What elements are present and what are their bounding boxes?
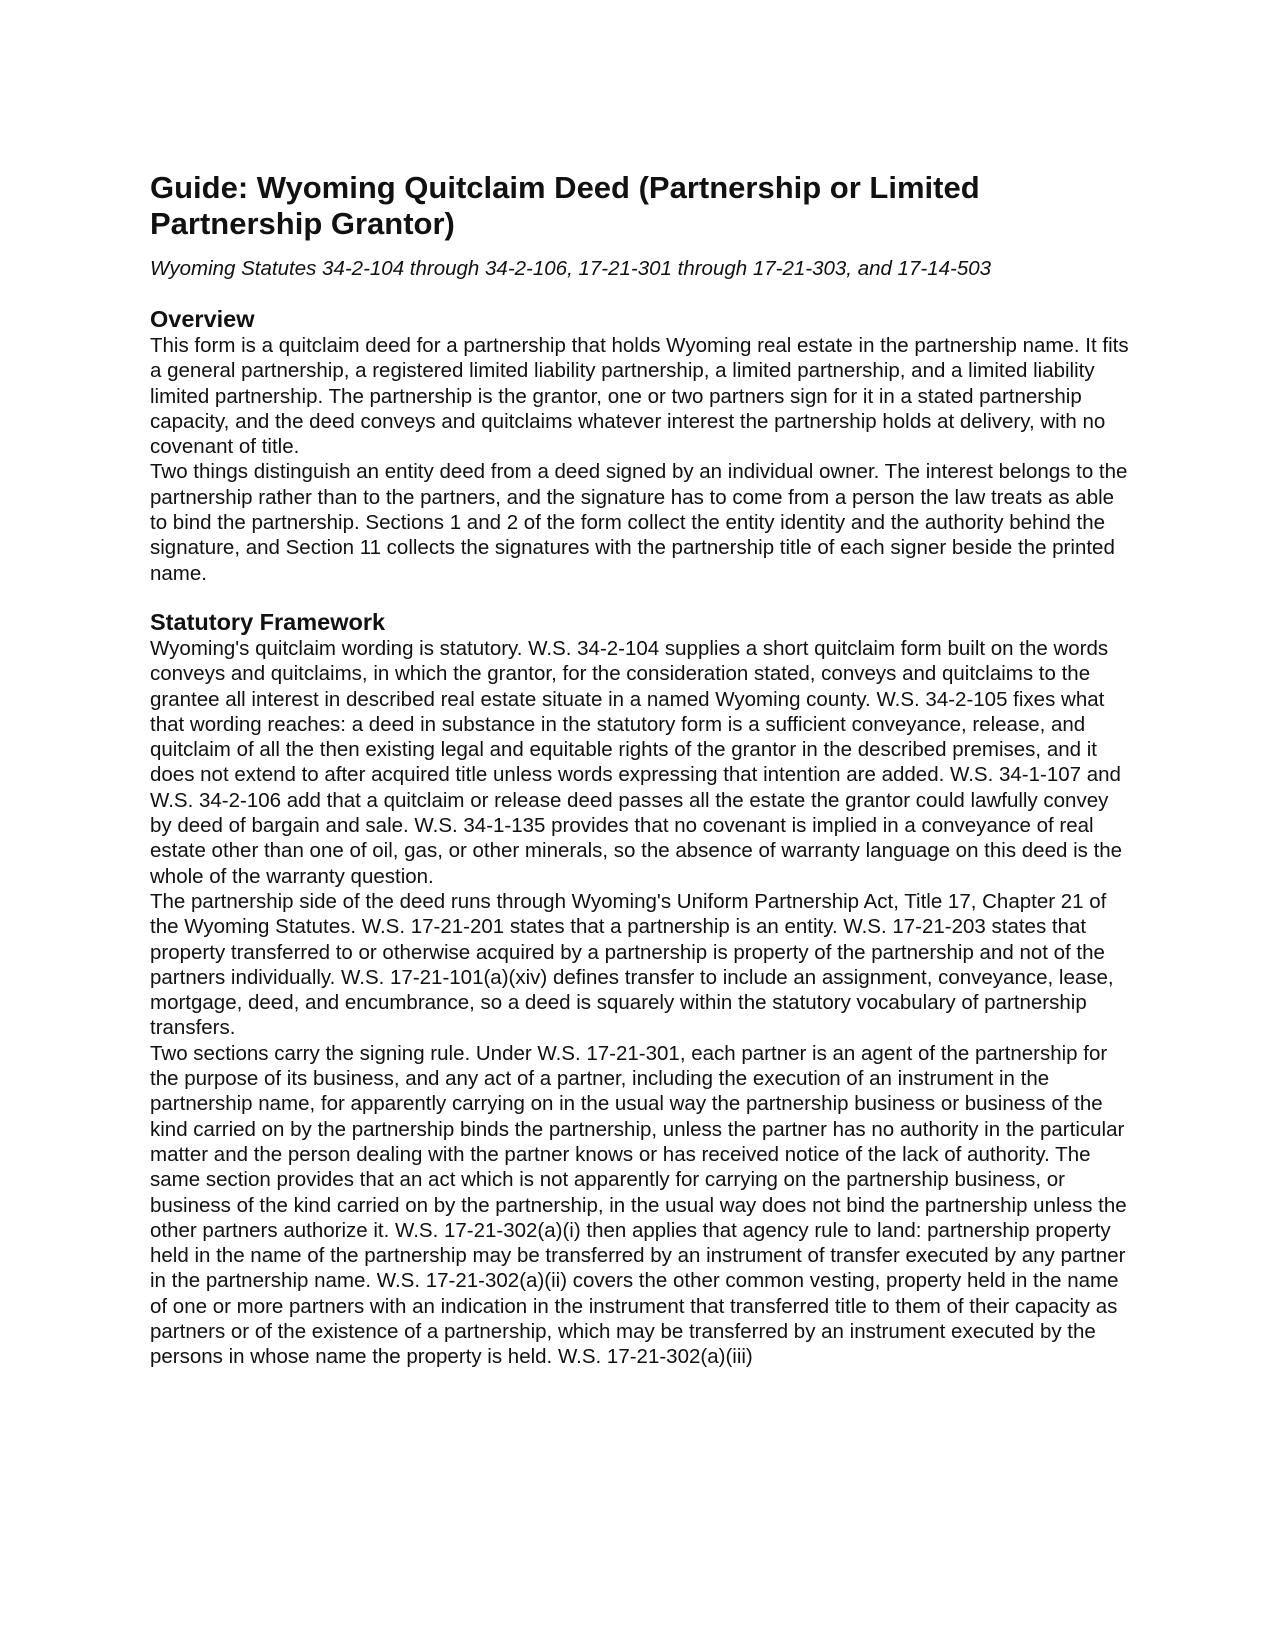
statutory-paragraph-3: Two sections carry the signing rule. Under W.S. 17-21-301, each partner is an agent of the partnership for the purpose of its business, and any act of a partner, including the execution of an instrument in the partnership name, for apparently carrying on in the usual way the partnership business or business of the kind carried on by the partnership binds the partnership, unless the partner has no authority in the particular matter and the person dealing with the partner knows or has received notice of the lack of authority. The same section provides that an act which is not apparently for carrying on the partnership business, or business of the kind carried on by the partnership, in the usual way does not bind the partnership unless the other partners authorize it. W.S. 17-21-302(a)(i) then applies that agency rule to land: partnership property held in the name of the partnership may be transferred by an instrument of transfer executed by any partner in the partnership name. W.S. 17-21-302(a)(ii) covers the other common vesting, property held in the name of one or more partners with an indication in the instrument that transferred title to them of their capacity as partners or of the existence of a partnership, which may be transferred by an instrument executed by the persons in whose name the property is held. W.S. 17-21-302(a)(iii) <box>150 1041 1127 1369</box>
overview-heading: Overview <box>150 306 255 332</box>
overview-paragraph-1: This form is a quitclaim deed for a partnership that holds Wyoming real estate in the partnership name. It fits a general partnership, a registered limited liability partnership, a limited partnership, and a limited liability limited partnership. The partnership is the grantor, one or two partners sign for it in a stated partnership capacity, and the deed conveys and quitclaims whatever interest the partnership holds at delivery, with no covenant of title. <box>150 334 1129 459</box>
statutory-paragraph-2: The partnership side of the deed runs through Wyoming's Uniform Partnership Act, Title 17, Chapter 21 of the Wyoming Statutes. W.S. 17-21-201 states that a partnership is an entity. W.S. 17-21-203 states that property transferred to or otherwise acquired by a partnership is property of the partnership and not of the partners individually. W.S. 17-21-101(a)(xiv) defines transfer to include an assignment, conveyance, lease, mortgage, deed, and encumbrance, so a deed is squarely within the statutory vocabulary of partnership transfers. <box>150 889 1114 1040</box>
document-title: Guide: Wyoming Quitclaim Deed (Partnership or Limited Partnership Grantor) <box>150 170 980 241</box>
overview-paragraph-2: Two things distinguish an entity deed from a deed signed by an individual owner. The interest belongs to the partnership rather than to the partners, and the signature has to come from a person the law treats as able to bind the partnership. Sections 1 and 2 of the form collect the entity identity and the authority behind the signature, and Section 11 collects the signatures with the partnership title of each signer beside the printed name. <box>150 460 1128 585</box>
statutory-framework-heading: Statutory Framework <box>150 608 386 635</box>
statute-citation-subtitle: Wyoming Statutes 34-2-104 through 34-2-106, 17-21-301 through 17-21-303, and 17-14-503 <box>150 257 992 280</box>
statutory-framework-section <box>150 608 1130 1370</box>
document-page <box>150 170 1130 1370</box>
statutory-paragraph-1: Wyoming's quitclaim wording is statutory. W.S. 34-2-104 supplies a short quitclaim form built on the words conveys and quitclaims, in which the grantor, for the consideration stated, conveys and quitclaims to the grantee all interest in described real estate situate in a named Wyoming county. W.S. 34-2-105 fixes what that wording reaches: a deed in substance in the statutory form is a sufficient conveyance, release, and quitclaim of all the then existing legal and equitable rights of the grantor in the described premises, and it does not extend to after acquired title unless words expressing that intention are added. W.S. 34-1-107 and W.S. 34-2-106 add that a quitclaim or release deed passes all the estate the grantor could lawfully convey by deed of bargain and sale. W.S. 34-1-135 provides that no covenant is implied in a conveyance of real estate other than one of oil, gas, or other minerals, so the absence of warranty language on this deed is the whole of the warranty question. <box>150 636 1123 888</box>
overview-section <box>150 305 1130 586</box>
